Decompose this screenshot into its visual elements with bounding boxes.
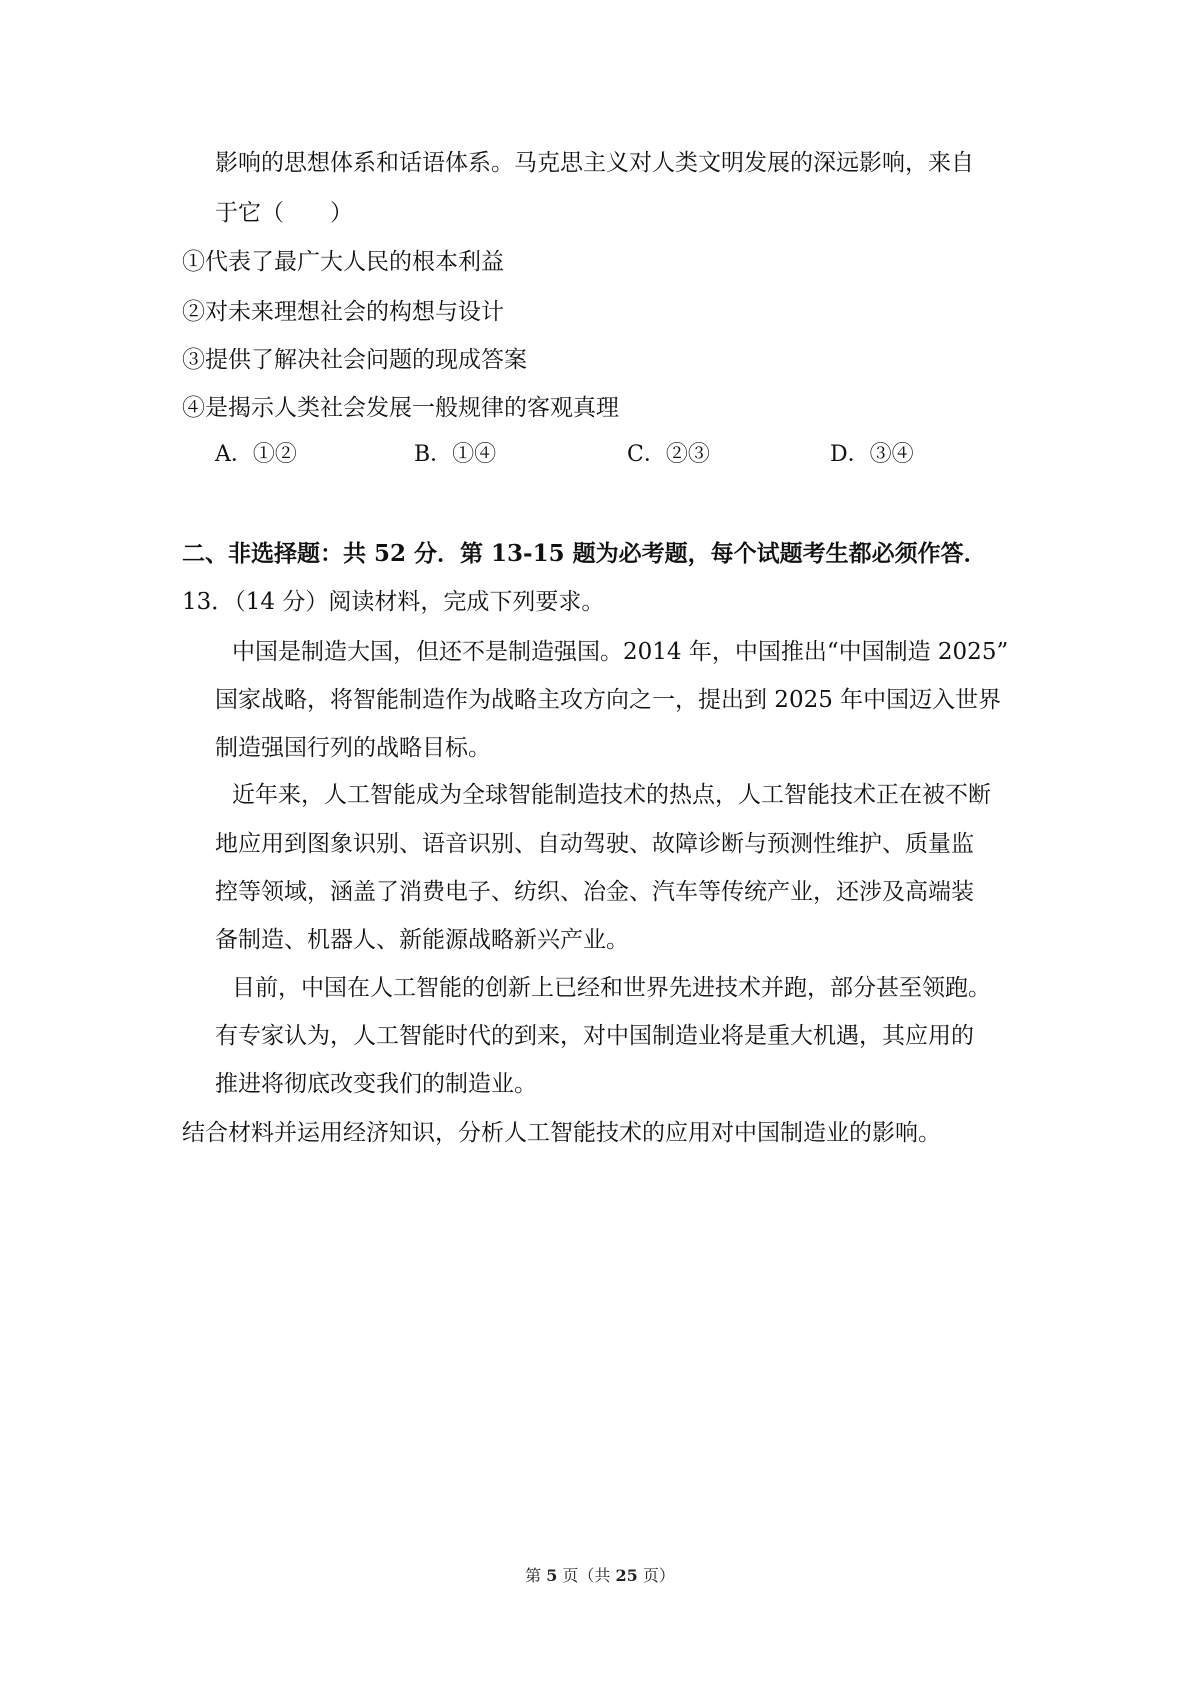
choice-a: A．①② [215, 442, 297, 467]
question12-option-1: ①代表了最广大人民的根本利益 [182, 249, 504, 275]
material-line-7: 备制造、机器人、新能源战略新兴产业。 [215, 927, 629, 953]
material-line-8: 目前，中国在人工智能的创新上已经和世界先进技术并跑，部分甚至领跑。 [232, 975, 991, 1001]
footer-total-pages: 25 [615, 1566, 638, 1585]
choice-b: B．①④ [414, 442, 497, 467]
material-line-10: 推进将彻底改变我们的制造业。 [215, 1071, 537, 1097]
question12-option-4: ④是揭示人类社会发展一般规律的客观真理 [182, 395, 619, 421]
section2-heading: 二、非选择题：共 52 分．第 13-15 题为必考题，每个试题考生都必须作答． [182, 540, 987, 567]
material-line-4: 近年来，人工智能成为全球智能制造技术的热点，人工智能技术正在被不断 [232, 782, 991, 808]
choice-d: D．③④ [830, 442, 914, 467]
question13-task: 结合材料并运用经济知识，分析人工智能技术的应用对中国制造业的影响。 [182, 1120, 941, 1146]
material-line-2: 国家战略，将智能制造作为战略主攻方向之一，提出到 2025 年中国迈入世界 [215, 687, 1002, 713]
footer-middle: 页（共 [562, 1566, 611, 1585]
footer-page-number: 5 [546, 1566, 558, 1585]
question12-stem-line2: 于它（ ） [215, 200, 353, 226]
material-line-9: 有专家认为，人工智能时代的到来，对中国制造业将是重大机遇，其应用的 [215, 1023, 974, 1049]
material-line-5: 地应用到图象识别、语音识别、自动驾驶、故障诊断与预测性维护、质量监 [215, 831, 974, 857]
material-line-1: 中国是制造大国，但还不是制造强国。2014 年，中国推出“中国制造 2025” [232, 639, 1009, 665]
question12-option-2: ②对未来理想社会的构想与设计 [182, 299, 504, 325]
footer-prefix: 第 [525, 1566, 542, 1585]
footer-suffix: 页） [642, 1566, 675, 1585]
page-footer [0, 1565, 1200, 1587]
choice-c: C．②③ [627, 442, 710, 467]
question13-header: 13．（14 分）阅读材料，完成下列要求。 [182, 589, 605, 615]
question12-stem-line1: 影响的思想体系和话语体系。马克思主义对人类文明发展的深远影响，来自 [215, 150, 974, 176]
question12-option-3: ③提供了解决社会问题的现成答案 [182, 347, 527, 373]
material-line-3: 制造强国行列的战略目标。 [215, 735, 491, 761]
material-line-6: 控等领域，涵盖了消费电子、纺织、冶金、汽车等传统产业，还涉及高端装 [215, 879, 974, 905]
